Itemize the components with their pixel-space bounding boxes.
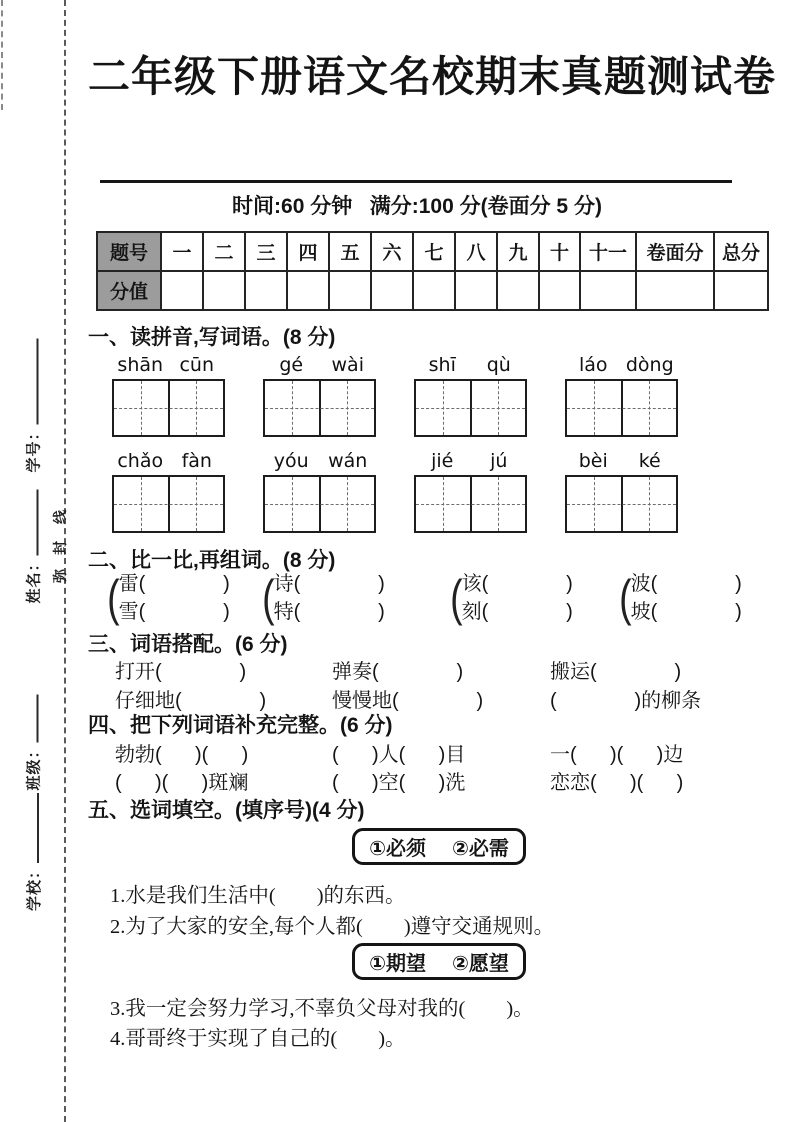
score-column-header: 九: [497, 232, 539, 271]
score-row-header: 分值: [97, 271, 161, 310]
sidebar-field-label: 学校：: [26, 862, 43, 911]
pair-lines: [274, 570, 385, 626]
pinyin-syllable: yóu: [273, 450, 309, 472]
page-edge-dashes: [1, 0, 3, 110]
fill-blank-item: 弹奏( ): [332, 661, 464, 683]
score-column-header: 五: [329, 232, 371, 271]
pinyin-syllable: ké: [638, 450, 661, 472]
score-table-corner-cell: 题号: [97, 232, 161, 271]
score-value-cell: [203, 271, 245, 310]
pinyin-word-group: [112, 450, 225, 533]
grid-center-dashed-line: [114, 504, 223, 505]
pinyin-word-group: [414, 354, 527, 437]
sidebar-field-label: 姓名：: [25, 555, 43, 604]
pinyin-syllable: láo: [578, 354, 608, 376]
matching-row: [88, 655, 793, 684]
pinyin-labels: [565, 450, 678, 472]
grid-center-dashed-line: [567, 504, 676, 505]
seal-line-char: 线: [52, 510, 68, 524]
pinyin-syllable: dòng: [625, 354, 674, 376]
option-label: ①必须: [369, 838, 426, 860]
pinyin-word-group: [565, 450, 678, 533]
word-pair: [260, 570, 448, 626]
pinyin-word-group: [263, 354, 376, 437]
seal-line-char: 封: [52, 541, 68, 555]
writing-grid: [263, 475, 376, 533]
section-4-heading: 四、把下列词语补充完整。(6 分): [88, 714, 393, 737]
pinyin-word-group: [263, 450, 376, 533]
title-divider-rule: [100, 180, 732, 183]
fill-in-sentence: 2.为了大家的安全,每个人都( )遵守交通规则。: [110, 916, 555, 938]
score-value-cell: [714, 271, 768, 310]
seal-line-char: 弥: [52, 569, 68, 583]
pinyin-syllable: shī: [428, 354, 456, 376]
sidebar-field-blank-line: [23, 338, 39, 424]
writing-grid: [565, 379, 678, 437]
sidebar-field-student-number: [23, 333, 44, 473]
writing-grid: [565, 475, 678, 533]
seal-dashed-line: [64, 0, 66, 1122]
pair-line: 诗( ): [273, 573, 385, 595]
pinyin-labels: [565, 354, 678, 376]
grid-center-dashed-line: [567, 408, 676, 409]
score-column-header: 十: [539, 232, 580, 271]
fill-blank-item: 仔细地( ): [115, 690, 267, 712]
pinyin-word-group: [565, 354, 678, 437]
sidebar-field-blank-line: [23, 489, 39, 555]
pinyin-syllable: gé: [279, 354, 304, 376]
score-value-cell: [539, 271, 580, 310]
fill-blank-item: 打开( ): [115, 661, 247, 683]
pinyin-syllable: jú: [490, 450, 508, 472]
pinyin-labels: [414, 354, 527, 376]
pinyin-labels: [112, 450, 225, 472]
pinyin-labels: [263, 450, 376, 472]
score-value-cell: [497, 271, 539, 310]
fill-blank-item: ( )人( )目: [332, 744, 466, 766]
pinyin-syllable: cūn: [179, 354, 215, 376]
pair-lines: [119, 570, 230, 626]
sidebar-field-label: 学号：: [25, 424, 43, 473]
fill-in-sentence: 1.水是我们生活中( )的东西。: [110, 885, 406, 907]
pinyin-word-group: [414, 450, 527, 533]
section-2-heading: 二、比一比,再组词。(8 分): [88, 549, 336, 572]
pair-brace: (: [619, 570, 632, 626]
pair-line: 雪( ): [118, 601, 230, 623]
section-3-heading: 三、词语搭配。(6 分): [88, 633, 288, 656]
pinyin-syllable: qù: [486, 354, 511, 376]
pinyin-grid-row: [112, 450, 678, 533]
section-1-heading: 一、读拼音,写词语。(8 分): [88, 326, 336, 349]
exam-info-line: 时间:60 分钟 满分:100 分(卷面分 5 分): [232, 195, 602, 218]
pair-line: 波( ): [630, 573, 742, 595]
option-label: ①期望: [369, 953, 426, 975]
score-value-cell: [161, 271, 203, 310]
pinyin-labels: [112, 354, 225, 376]
fill-in-sentence: 3.我一定会努力学习,不辜负父母对我的( )。: [110, 998, 534, 1020]
score-column-header: 六: [371, 232, 413, 271]
word-pairs-row: [88, 570, 793, 626]
pair-brace: (: [262, 570, 275, 626]
score-column-header: 八: [455, 232, 497, 271]
pair-brace: (: [107, 570, 120, 626]
score-column-header: 三: [245, 232, 287, 271]
pinyin-syllable: shān: [117, 354, 164, 376]
pair-line: 该( ): [461, 573, 573, 595]
score-table: [96, 231, 769, 311]
pinyin-syllable: jié: [431, 450, 454, 472]
sidebar-field-school: [23, 776, 44, 911]
pair-line: 坡( ): [630, 601, 742, 623]
score-value-cell: [580, 271, 636, 310]
fill-in-sentence: 4.哥哥终于实现了自己的( )。: [110, 1028, 406, 1050]
grid-center-dashed-line: [265, 408, 374, 409]
pair-line: 特( ): [273, 601, 385, 623]
word-pair: [448, 570, 617, 626]
complete-words-row: [88, 766, 793, 795]
writing-grid: [414, 475, 527, 533]
writing-grid: [112, 475, 225, 533]
score-column-header: 四: [287, 232, 329, 271]
pinyin-syllable: wài: [331, 354, 364, 376]
score-table-value-row: [97, 271, 768, 310]
option-label: ②愿望: [452, 953, 509, 975]
pair-lines: [631, 570, 742, 626]
fill-blank-item: 慢慢地( ): [332, 690, 484, 712]
score-column-header: 七: [413, 232, 455, 271]
pair-lines: [462, 570, 573, 626]
writing-grid: [112, 379, 225, 437]
pinyin-syllable: fàn: [181, 450, 212, 472]
pinyin-syllable: wán: [328, 450, 368, 472]
score-column-header: 一: [161, 232, 203, 271]
score-value-cell: [371, 271, 413, 310]
pair-line: 雷( ): [118, 573, 230, 595]
score-value-cell: [287, 271, 329, 310]
score-column-header: 十一: [580, 232, 636, 271]
fill-blank-item: ( )的柳条: [550, 690, 702, 712]
grid-center-dashed-line: [114, 408, 223, 409]
pinyin-labels: [263, 354, 376, 376]
score-value-cell: [636, 271, 714, 310]
word-options-box: [352, 828, 526, 865]
section-5-heading: 五、选词填空。(填序号)(4 分): [88, 799, 365, 822]
writing-grid: [414, 379, 527, 437]
score-column-header: 总分: [714, 232, 768, 271]
fill-blank-item: 一( )( )边: [550, 744, 684, 766]
fill-blank-item: ( )( )斑斓: [115, 772, 249, 794]
sidebar-field-label: 班级：: [25, 742, 43, 791]
word-pair: [105, 570, 260, 626]
grid-center-dashed-line: [416, 504, 525, 505]
score-table-header-row: [97, 232, 768, 271]
pinyin-word-group: [112, 354, 225, 437]
sidebar-field-class: [23, 681, 44, 791]
word-pair: [617, 570, 793, 626]
pinyin-labels: [414, 450, 527, 472]
pair-line: 刻( ): [461, 601, 573, 623]
score-value-cell: [329, 271, 371, 310]
fill-blank-item: 搬运( ): [550, 661, 682, 683]
sidebar-field-blank-line: [23, 694, 39, 742]
writing-grid: [263, 379, 376, 437]
sidebar-field-name: [23, 474, 44, 604]
score-value-cell: [413, 271, 455, 310]
grid-center-dashed-line: [265, 504, 374, 505]
complete-words-row: [88, 738, 793, 767]
word-options-box: [352, 943, 526, 980]
pinyin-syllable: chǎo: [117, 450, 164, 472]
page-title: 二年级下册语文名校期末真题测试卷: [88, 55, 777, 101]
score-column-header: 二: [203, 232, 245, 271]
score-value-cell: [455, 271, 497, 310]
grid-center-dashed-line: [416, 408, 525, 409]
pinyin-syllable: bèi: [578, 450, 608, 472]
option-label: ②必需: [452, 838, 509, 860]
fill-blank-item: 恋恋( )( ): [550, 772, 684, 794]
pair-brace: (: [450, 570, 463, 626]
pinyin-grid-row: [112, 354, 678, 437]
score-value-cell: [245, 271, 287, 310]
score-column-header: 卷面分: [636, 232, 714, 271]
fill-blank-item: ( )空( )洗: [332, 772, 466, 794]
fill-blank-item: 勃勃( )( ): [115, 744, 249, 766]
sidebar-field-blank-line: [23, 793, 39, 863]
